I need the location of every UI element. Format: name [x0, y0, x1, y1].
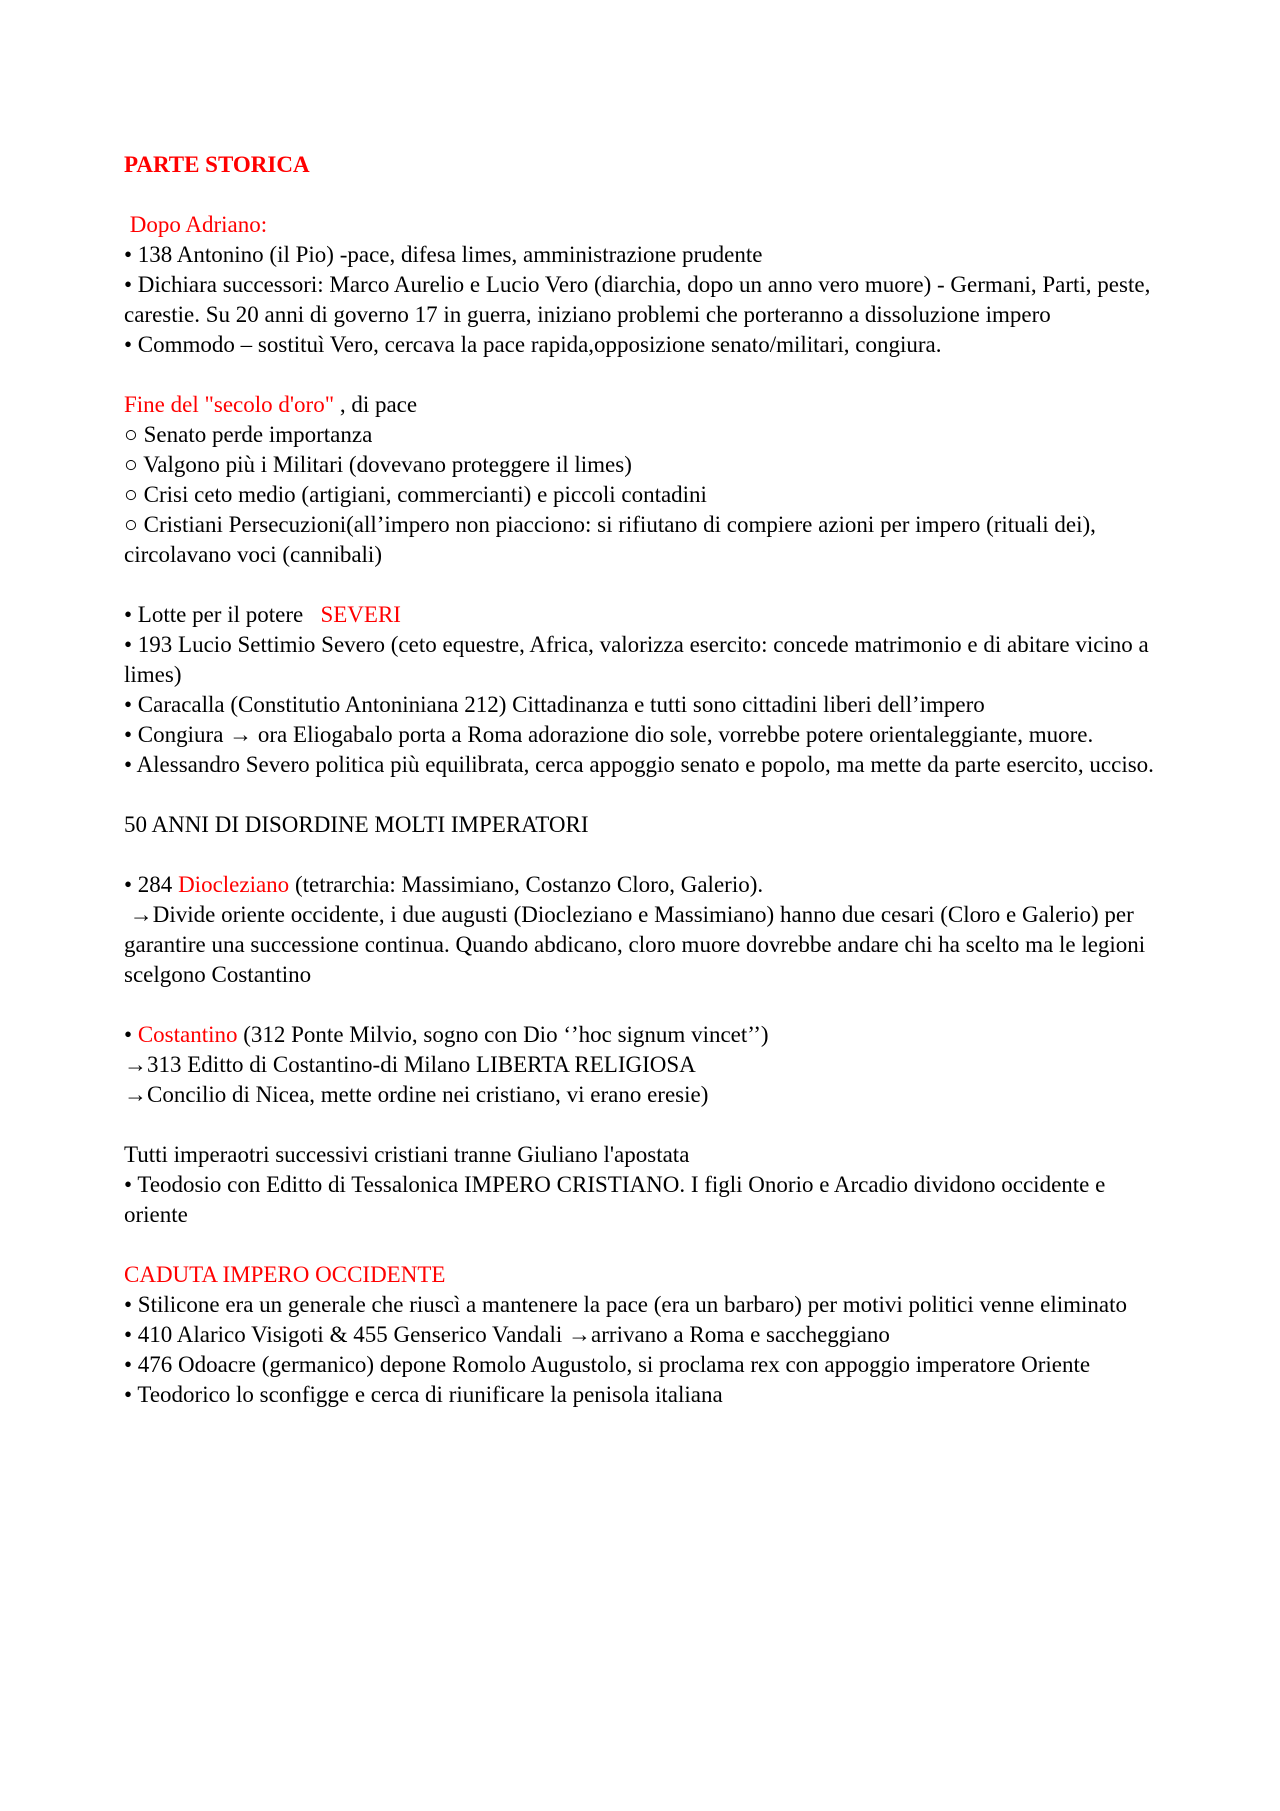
diocleziano-label: Diocleziano [178, 872, 290, 897]
list-item: • Dichiara successori: Marco Aurelio e Lucio Vero (diarchia, dopo un anno vero muore) - Germani, Parti, peste, carestie. Su 20 anni di governo 17 in guerra, iniziano problemi che porteranno a dissoluzione impero [124, 272, 1157, 327]
costantino-label: Costantino [137, 1022, 238, 1047]
secolo-oro-label: Fine del "secolo d'oro" [124, 392, 335, 417]
list-item: • Congiura → ora Eliogabalo porta a Roma adorazione dio sole, vorrebbe potere orientaleggiante, muore. [124, 722, 1094, 747]
severi-label: SEVERI [320, 602, 401, 627]
costantino-line [124, 1020, 1164, 1050]
list-item: • 193 Lucio Settimio Severo (ceto equestre, Africa, valorizza esercito: concede matrimonio e di abitare vicino a limes) [124, 632, 1155, 687]
diocleziano-line [124, 870, 1164, 900]
successivi-line: Tutti imperaotri successivi cristiani tranne Giuliano l'apostata [124, 1142, 690, 1167]
list-item: ○ Cristiani Persecuzioni(all’impero non piacciono: si rifiutano di compiere azioni per impero (rituali dei), circolavano voci (cannibali) [124, 512, 1102, 567]
list-item: • Stilicone era un generale che riuscì a mantenere la pace (era un barbaro) per motivi politici venne eliminato [124, 1292, 1128, 1317]
costantino-post: (312 Ponte Milvio, sogno con Dio ‘’hoc signum vincet’’) [237, 1022, 769, 1047]
list-item: • Alessandro Severo politica più equilibrata, cerca appoggio senato e popolo, ma mette da parte esercito, ucciso. [124, 752, 1154, 777]
list-item: • Teodosio con Editto di Tessalonica IMPERO CRISTIANO. I figli Onorio e Arcadio dividono occidente e oriente [124, 1172, 1112, 1227]
section-heading-secolo-oro [124, 390, 1164, 420]
list-item: • Caracalla (Constitutio Antoniniana 212) Cittadinanza e tutti sono cittadini liberi dell’impero [124, 692, 985, 717]
secolo-oro-rest: , di pace [334, 392, 418, 417]
diocleziano-pre: • 284 [124, 872, 179, 897]
list-item: ○ Senato perde importanza [124, 422, 373, 447]
list-item: • 410 Alarico Visigoti & 455 Genserico Vandali →arrivano a Roma e saccheggiano [124, 1322, 890, 1347]
severi-lead-text: • Lotte per il potere [124, 602, 321, 627]
section-heading-caduta: CADUTA IMPERO OCCIDENTE [124, 1262, 446, 1287]
list-item: • Teodorico lo sconfigge e cerca di riunificare la penisola italiana [124, 1382, 723, 1407]
section-heading-dopo-adriano: Dopo Adriano: [124, 212, 268, 237]
list-item: • Commodo – sostituì Vero, cercava la pace rapida,opposizione senato/militari, congiura. [124, 332, 942, 357]
document-page [124, 150, 1164, 1410]
list-item: →Concilio di Nicea, mette ordine nei cristiano, vi erano eresie) [124, 1082, 709, 1107]
costantino-pre: • [124, 1022, 138, 1047]
list-item: ○ Crisi ceto medio (artigiani, commercianti) e piccoli contadini [124, 482, 707, 507]
list-item: ○ Valgono più i Militari (dovevano proteggere il limes) [124, 452, 632, 477]
diocleziano-detail: →Divide oriente occidente, i due augusti (Diocleziano e Massimiano) hanno due cesari (Cloro e Galerio) per garantire una successione continua. Quando abdicano, cloro muore dovrebbe andare chi ha scelto ma le legioni scelgono Costantino [124, 902, 1151, 987]
list-item: • 476 Odoacre (germanico) depone Romolo Augustolo, si proclama rex con appoggio imperatore Oriente [124, 1352, 1091, 1377]
list-item: →313 Editto di Costantino-di Milano LIBERTA RELIGIOSA [124, 1052, 696, 1077]
severi-lead [124, 600, 1164, 630]
list-item: • 138 Antonino (il Pio) -pace, difesa limes, amministrazione prudente [124, 242, 763, 267]
section-heading-disordine: 50 ANNI DI DISORDINE MOLTI IMPERATORI [124, 812, 589, 837]
page-title: PARTE STORICA [124, 152, 310, 177]
diocleziano-post: (tetrarchia: Massimiano, Costanzo Cloro, Galerio). [289, 872, 764, 897]
